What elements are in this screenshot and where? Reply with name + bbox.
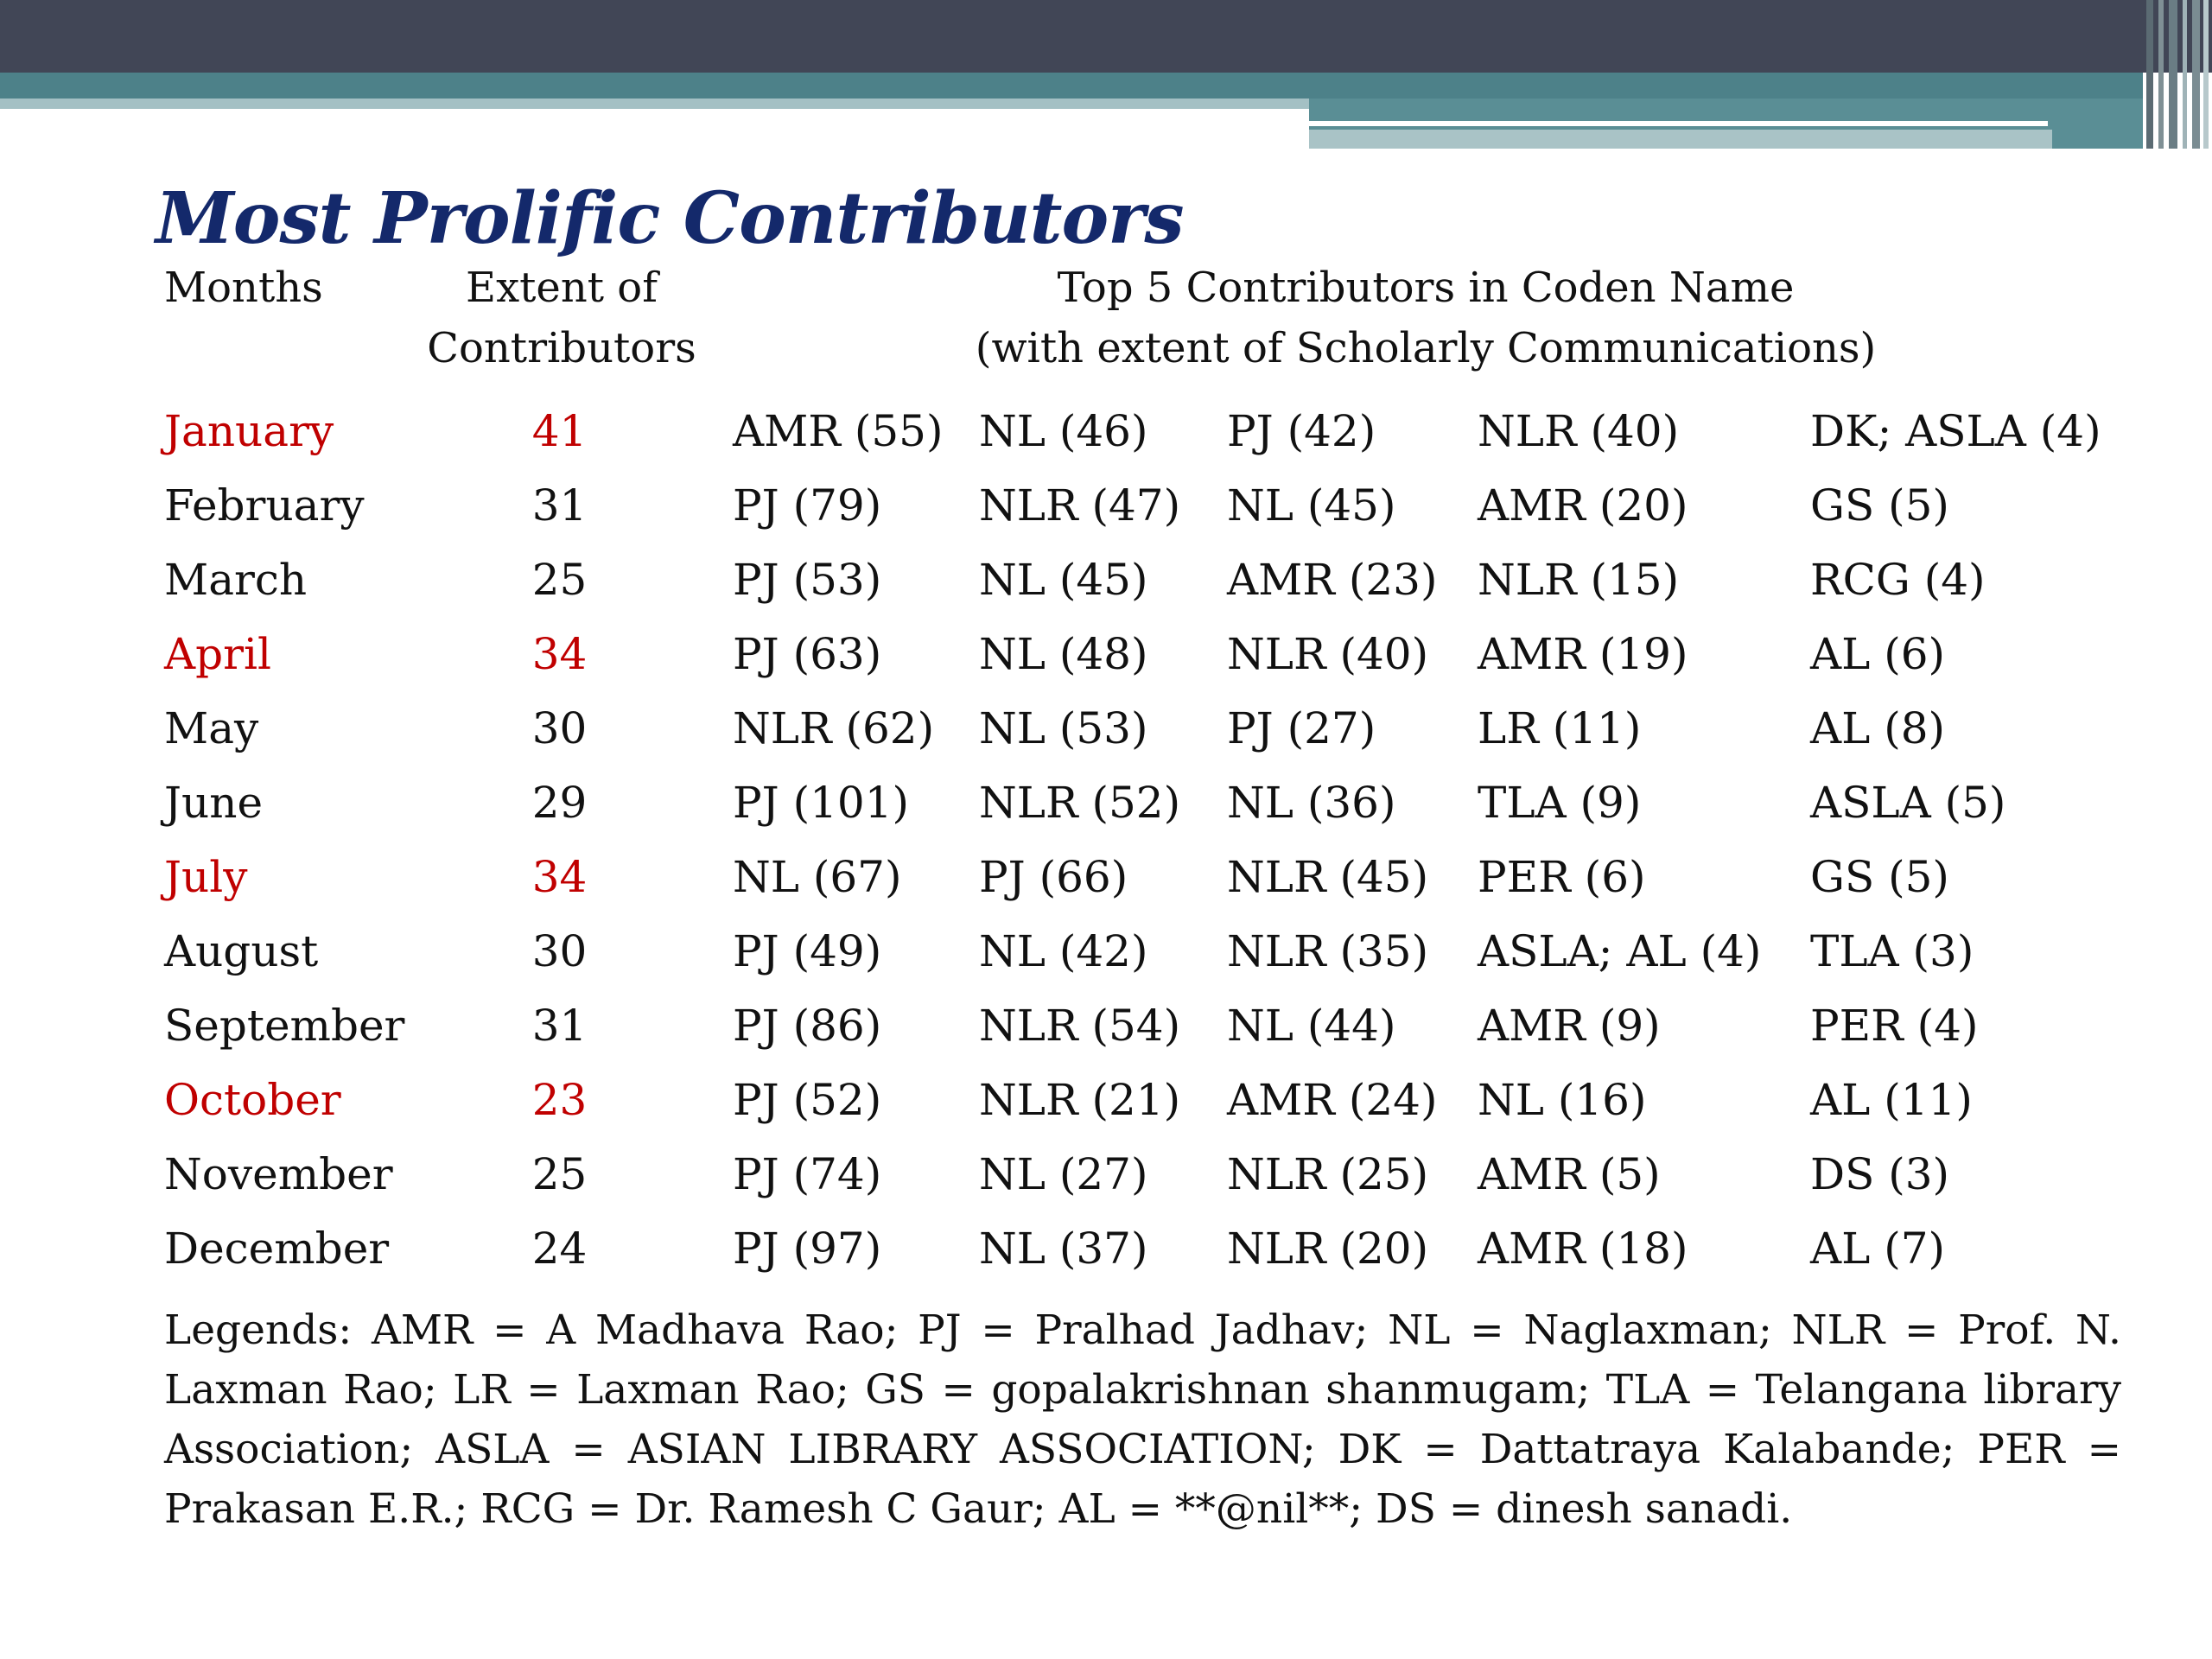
contributor-cell: DK; ASLA (4)	[1810, 406, 2101, 456]
contributor-cell: PJ (49)	[733, 926, 882, 976]
table-row	[0, 703, 2212, 778]
contributor-cell: NL (45)	[979, 555, 1148, 605]
contributor-cell: GS (5)	[1810, 852, 1949, 902]
contributor-cell: LR (11)	[1478, 703, 1642, 753]
table-row	[0, 1075, 2212, 1149]
header-band-teal	[0, 73, 2143, 99]
count-cell: 29	[531, 778, 588, 828]
contributor-cell: NL (67)	[733, 852, 902, 902]
header-extent	[346, 257, 778, 378]
header-band-light	[0, 99, 1309, 109]
contributor-cell: DS (3)	[1810, 1149, 1950, 1199]
contributor-cell: AL (8)	[1810, 703, 1946, 753]
count-cell: 23	[531, 1075, 588, 1125]
count-cell: 41	[531, 406, 588, 456]
month-cell: December	[164, 1224, 390, 1274]
contributor-cell: PJ (101)	[733, 778, 910, 828]
header-extent-line2: Contributors	[427, 324, 696, 372]
header-stripes	[2143, 0, 2212, 149]
contributor-cell: NLR (62)	[733, 703, 935, 753]
table-row	[0, 406, 2212, 480]
contributor-cell: AMR (24)	[1227, 1075, 1438, 1125]
contributor-cell: NLR (52)	[979, 778, 1181, 828]
month-cell: March	[164, 555, 308, 605]
contributor-cell: NLR (25)	[1227, 1149, 1429, 1199]
table-row	[0, 1224, 2212, 1298]
month-cell: April	[164, 629, 271, 679]
contributor-cell: NL (16)	[1478, 1075, 1647, 1125]
contributor-cell: NL (46)	[979, 406, 1148, 456]
table-row	[0, 1001, 2212, 1075]
month-cell: October	[164, 1075, 341, 1125]
contributor-cell: AL (11)	[1810, 1075, 1973, 1125]
contributor-cell: NL (36)	[1227, 778, 1396, 828]
contributor-cell: AMR (19)	[1478, 629, 1688, 679]
month-cell: July	[164, 852, 248, 902]
contributor-cell: NLR (54)	[979, 1001, 1181, 1051]
contributor-cell: PJ (86)	[733, 1001, 882, 1051]
count-cell: 31	[531, 1001, 588, 1051]
count-cell: 30	[531, 703, 588, 753]
header-top5-line1: Top 5 Contributors in Coden Name	[1057, 264, 1795, 312]
contributor-cell: NL (37)	[979, 1224, 1148, 1274]
table-row	[0, 926, 2212, 1001]
contributor-cell: AMR (18)	[1478, 1224, 1688, 1274]
contributor-cell: NLR (35)	[1227, 926, 1429, 976]
contributor-cell: PJ (27)	[1227, 703, 1376, 753]
contributor-cell: NL (44)	[1227, 1001, 1396, 1051]
contributor-cell: ASLA (5)	[1810, 778, 2006, 828]
contributor-cell: AL (7)	[1810, 1224, 1946, 1274]
contributor-cell: AL (6)	[1810, 629, 1946, 679]
contributor-cell: PER (6)	[1478, 852, 1646, 902]
table-row	[0, 480, 2212, 555]
count-cell: 25	[531, 555, 588, 605]
contributor-cell: NLR (40)	[1478, 406, 1680, 456]
contributor-cell: PJ (63)	[733, 629, 882, 679]
count-cell: 34	[531, 629, 588, 679]
contributor-cell: PJ (42)	[1227, 406, 1376, 456]
month-cell: February	[164, 480, 365, 531]
contributor-cell: NL (53)	[979, 703, 1148, 753]
header-top5	[950, 257, 1901, 378]
table-row	[0, 778, 2212, 852]
contributor-cell: NLR (47)	[979, 480, 1181, 531]
contributor-cell: NL (48)	[979, 629, 1148, 679]
count-cell: 25	[531, 1149, 588, 1199]
contributors-table	[0, 406, 2212, 1298]
month-cell: January	[164, 406, 334, 456]
contributor-cell: AMR (5)	[1478, 1149, 1661, 1199]
header-extent-line1: Extent of	[466, 264, 658, 312]
contributor-cell: PER (4)	[1810, 1001, 1979, 1051]
contributor-cell: NLR (40)	[1227, 629, 1429, 679]
contributor-cell: NLR (45)	[1227, 852, 1429, 902]
month-cell: June	[164, 778, 264, 828]
table-row	[0, 852, 2212, 926]
count-cell: 24	[531, 1224, 588, 1274]
count-cell: 34	[531, 852, 588, 902]
contributor-cell: RCG (4)	[1810, 555, 1986, 605]
table-row	[0, 629, 2212, 703]
count-cell: 30	[531, 926, 588, 976]
header-top5-line2: (with extent of Scholarly Communications)	[975, 324, 1877, 372]
header-band-dark	[0, 0, 2212, 73]
contributor-cell: NLR (20)	[1227, 1224, 1429, 1274]
header-band-line	[1309, 121, 2048, 126]
contributor-cell: NL (27)	[979, 1149, 1148, 1199]
contributor-cell: PJ (74)	[733, 1149, 882, 1199]
contributor-cell: PJ (53)	[733, 555, 882, 605]
slide-title: Most Prolific Contributors	[156, 177, 1184, 260]
month-cell: November	[164, 1149, 393, 1199]
contributor-cell: AMR (9)	[1478, 1001, 1661, 1051]
contributor-cell: GS (5)	[1810, 480, 1949, 531]
contributor-cell: AMR (23)	[1227, 555, 1438, 605]
header-months: Months	[164, 264, 323, 312]
contributor-cell: PJ (79)	[733, 480, 882, 531]
count-cell: 31	[531, 480, 588, 531]
contributor-cell: NL (45)	[1227, 480, 1396, 531]
month-cell: September	[164, 1001, 405, 1051]
contributor-cell: PJ (97)	[733, 1224, 882, 1274]
month-cell: May	[164, 703, 259, 753]
contributor-cell: PJ (66)	[979, 852, 1128, 902]
contributor-cell: ASLA; AL (4)	[1478, 926, 1762, 976]
contributor-cell: AMR (55)	[733, 406, 944, 456]
table-row	[0, 1149, 2212, 1224]
contributor-cell: AMR (20)	[1478, 480, 1688, 531]
contributor-cell: PJ (52)	[733, 1075, 882, 1125]
contributor-cell: TLA (3)	[1810, 926, 1974, 976]
contributor-cell: NLR (21)	[979, 1075, 1181, 1125]
table-row	[0, 555, 2212, 629]
contributor-cell: NLR (15)	[1478, 555, 1680, 605]
contributor-cell: TLA (9)	[1478, 778, 1642, 828]
contributor-cell: NL (42)	[979, 926, 1148, 976]
month-cell: August	[164, 926, 319, 976]
legend-text: Legends: AMR = A Madhava Rao; PJ = Pralhad Jadhav; NL = Naglaxman; NLR = Prof. N. Laxman Rao; LR = Laxman Rao; GS = gopalakrishnan shanmugam; TLA = Telangana library Association; ASLA = ASIAN LIBRARY ASSOCIATION; DK = Dattatraya Kalabande; PER = Prakasan E.R.; RCG = Dr. Ramesh C Gaur; AL = **@nil**; DS = dinesh sanadi.	[164, 1306, 2121, 1533]
header-band-light-lower	[1309, 130, 2052, 149]
